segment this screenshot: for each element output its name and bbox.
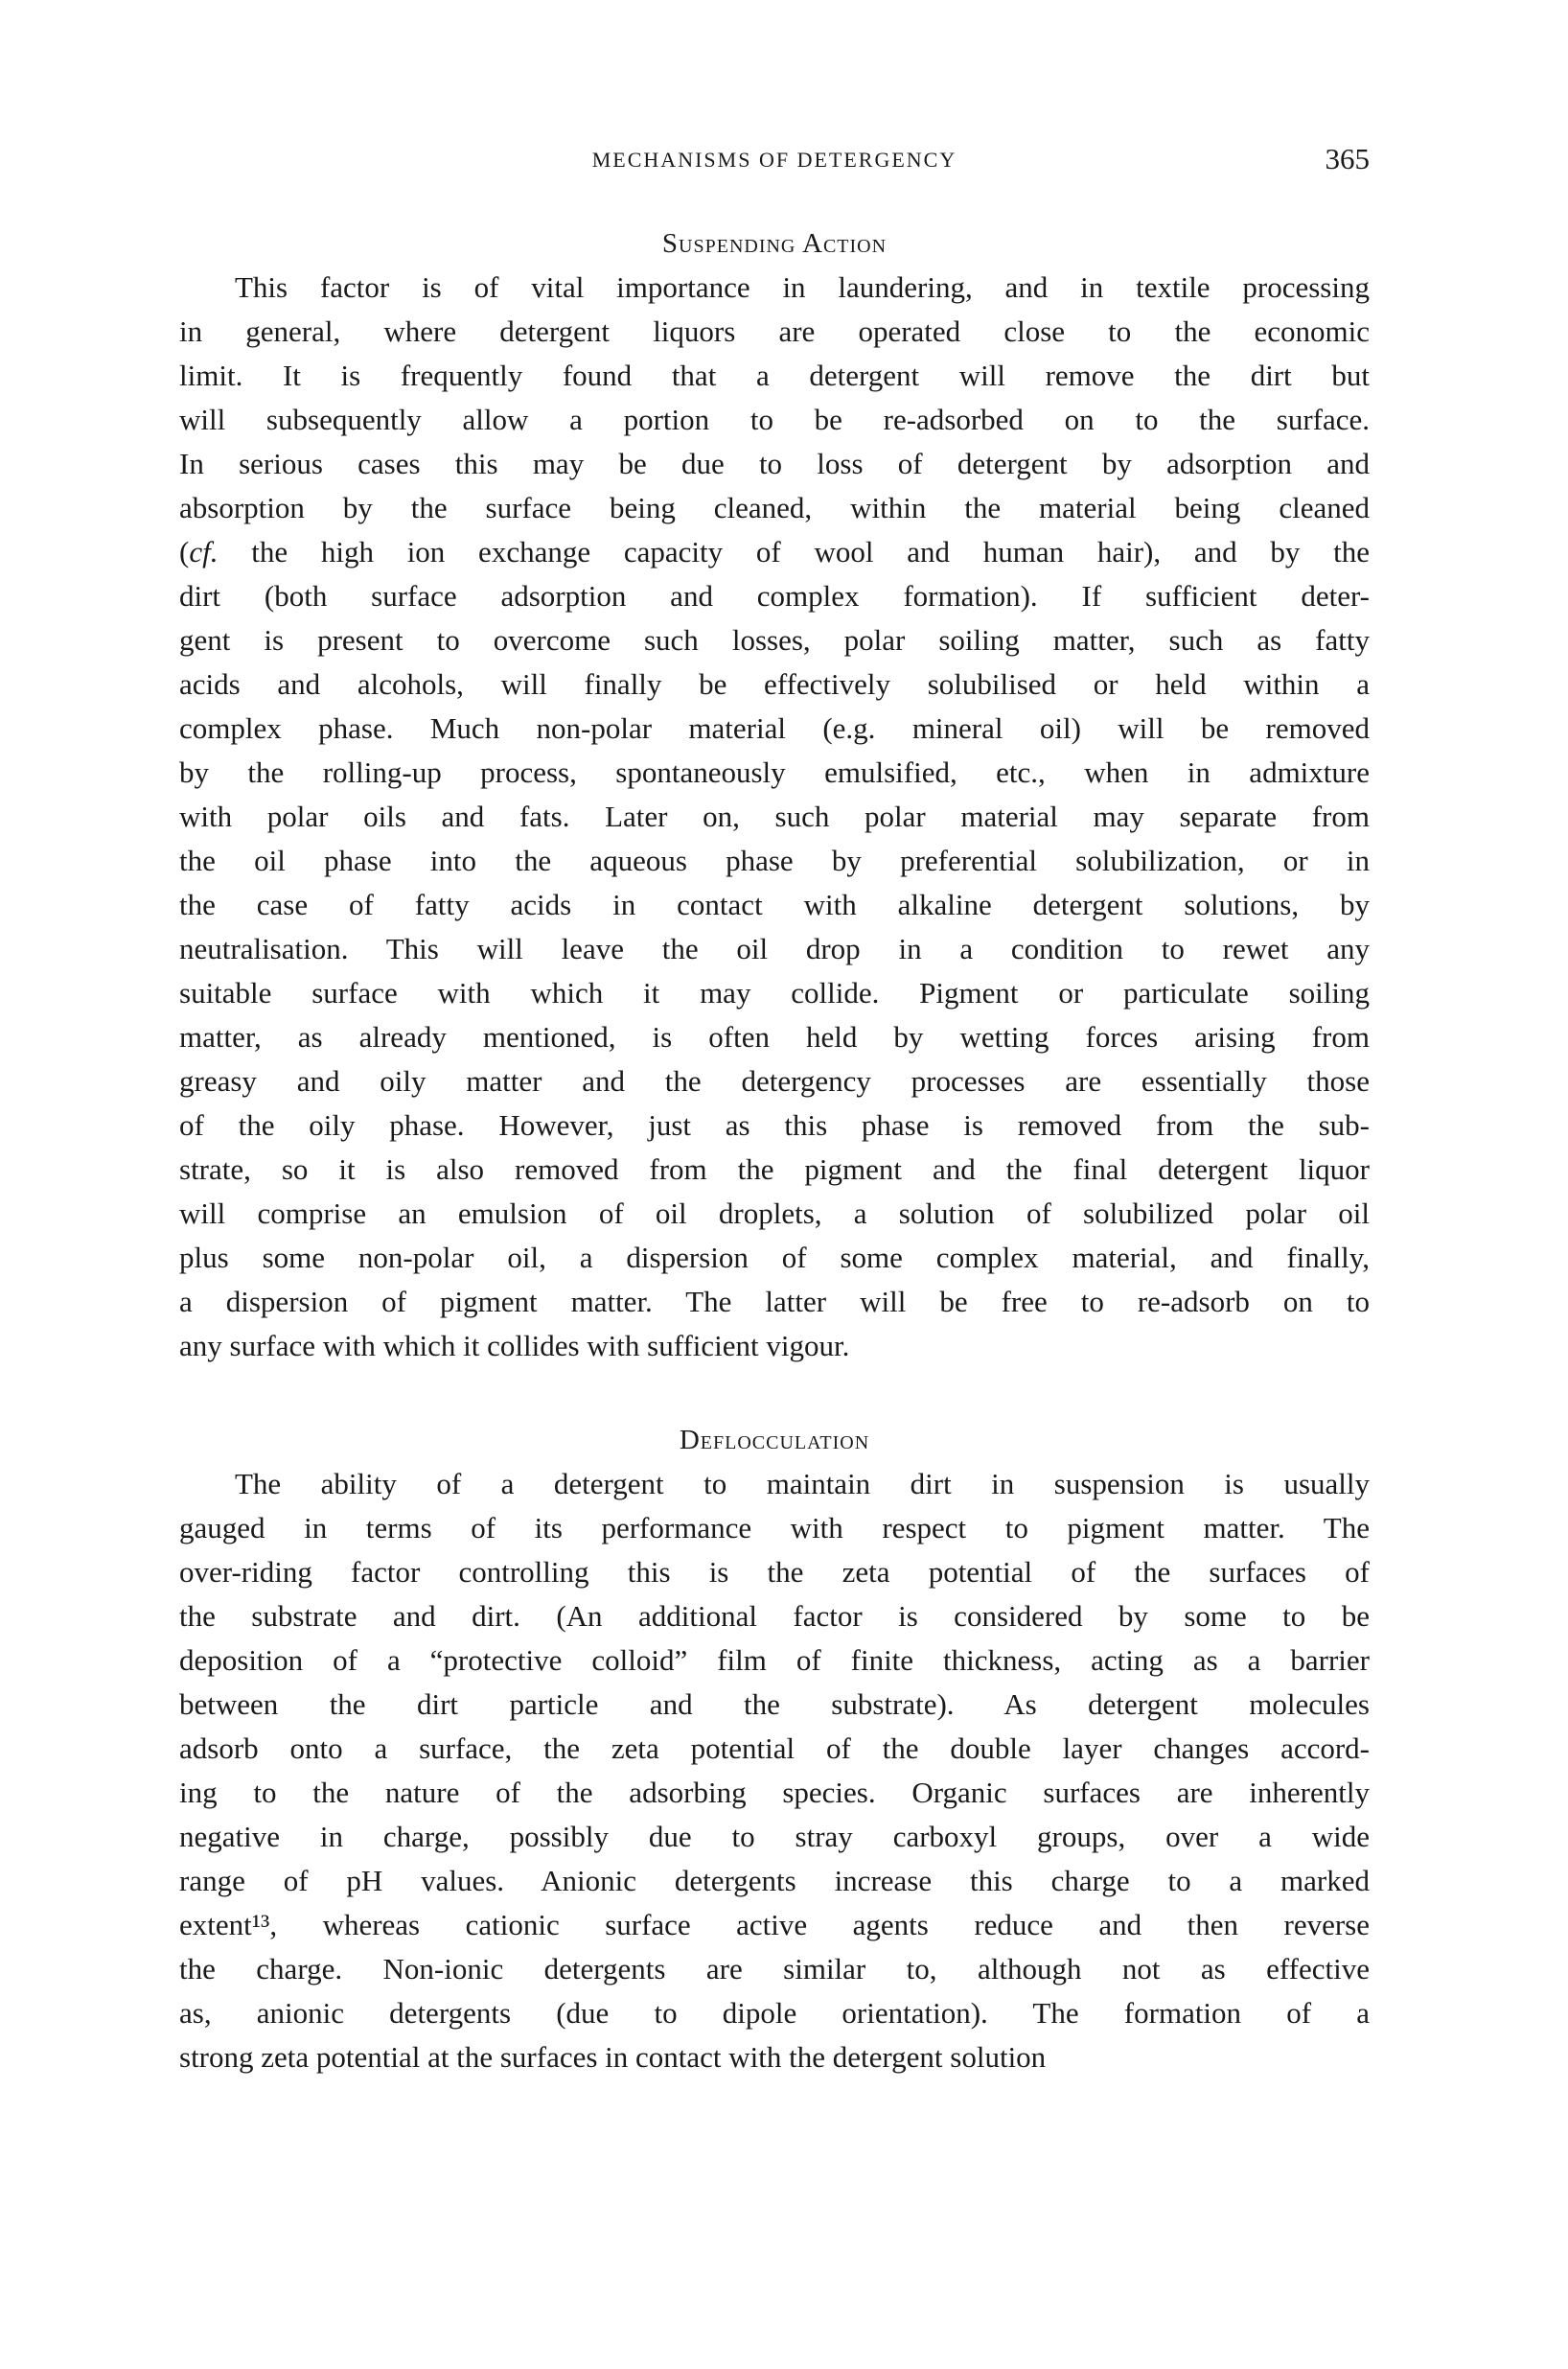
text-line: This factor is of vital importance in laundering, and in textile processing bbox=[235, 270, 1370, 304]
text-line: over-riding factor controlling this is the zeta potential of the surfaces of bbox=[179, 1555, 1370, 1589]
text-line: of the oily phase. However, just as this phase is removed from the sub- bbox=[179, 1108, 1370, 1142]
text-line: complex phase. Much non-polar material (e.g. mineral oil) will be removed bbox=[179, 711, 1370, 745]
section-suspending-action bbox=[179, 221, 1370, 1368]
page-header bbox=[179, 142, 1370, 180]
text-line: limit. It is frequently found that a detergent will remove the dirt but bbox=[179, 359, 1370, 392]
text-line: greasy and oily matter and the detergency processes are essentially those bbox=[179, 1064, 1370, 1098]
text-line: will subsequently allow a portion to be re-adsorbed on to the surface. bbox=[179, 403, 1370, 436]
text-line: gauged in terms of its performance with respect to pigment matter. The bbox=[179, 1511, 1370, 1544]
text-line: extent¹³, whereas cationic surface active agents reduce and then reverse bbox=[179, 1908, 1370, 1941]
text-line: between the dirt particle and the substrate). As detergent molecules bbox=[179, 1687, 1370, 1721]
text-line: The ability of a detergent to maintain dirt in suspension is usually bbox=[235, 1467, 1370, 1500]
text-line: adsorb onto a surface, the zeta potential of the double layer changes accord- bbox=[179, 1731, 1370, 1765]
section-deflocculation bbox=[179, 1418, 1370, 2079]
text-line: absorption by the surface being cleaned, within the material being cleaned bbox=[179, 491, 1370, 524]
text-line: range of pH values. Anionic detergents increase this charge to a marked bbox=[179, 1864, 1370, 1897]
text-line: in general, where detergent liquors are operated close to the economic bbox=[179, 314, 1370, 348]
text-line: gent is present to overcome such losses, polar soiling matter, such as fatty bbox=[179, 623, 1370, 657]
text-line: deposition of a “protective colloid” film of finite thickness, acting as a barrier bbox=[179, 1643, 1370, 1677]
text-line: the charge. Non-ionic detergents are similar to, although not as effective bbox=[179, 1952, 1370, 1986]
text-line: plus some non-polar oil, a dispersion of some complex material, and finally, bbox=[179, 1241, 1370, 1274]
text-line: any surface with which it collides with sufficient vigour. bbox=[179, 1329, 850, 1362]
text-line: with polar oils and fats. Later on, such polar material may separate from bbox=[179, 800, 1370, 833]
text-line: ing to the nature of the adsorbing species. Organic surfaces are inherently bbox=[179, 1776, 1370, 1809]
text-line: strate, so it is also removed from the pigment and the final detergent liquor bbox=[179, 1152, 1370, 1186]
page-number: 365 bbox=[1325, 142, 1370, 175]
running-title: MECHANISMS OF DETERGENCY bbox=[591, 148, 957, 172]
text-line: dirt (both surface adsorption and complex formation). If sufficient deter- bbox=[179, 579, 1370, 613]
text-line: by the rolling-up process, spontaneously emulsified, etc., when in admixture bbox=[179, 755, 1370, 789]
text-line: In serious cases this may be due to loss of detergent by adsorption and bbox=[179, 447, 1370, 480]
text-line: will comprise an emulsion of oil droplets, a solution of solubilized polar oil bbox=[179, 1196, 1370, 1230]
text-line: a dispersion of pigment matter. The latter will be free to re-adsorb on to bbox=[179, 1285, 1370, 1318]
text-line: neutralisation. This will leave the oil drop in a condition to rewet any bbox=[179, 932, 1370, 965]
text-line: the substrate and dirt. (An additional factor is considered by some to be bbox=[179, 1599, 1370, 1633]
text-line: matter, as already mentioned, is often held by wetting forces arising from bbox=[179, 1020, 1370, 1054]
section-heading: Suspending Action bbox=[661, 228, 888, 259]
text-line: negative in charge, possibly due to stray carboxyl groups, over a wide bbox=[179, 1820, 1370, 1853]
text-line: acids and alcohols, will finally be effectively solubilised or held within a bbox=[179, 667, 1370, 701]
text-line: strong zeta potential at the surfaces in contact with the detergent solution bbox=[179, 2040, 1047, 2074]
text-line: suitable surface with which it may collide. Pigment or particulate soiling bbox=[179, 976, 1370, 1010]
text-line: the case of fatty acids in contact with alkaline detergent solutions, by bbox=[179, 888, 1370, 921]
text-line: the oil phase into the aqueous phase by preferential solubilization, or in bbox=[179, 844, 1370, 877]
text-line: as, anionic detergents (due to dipole orientation). The formation of a bbox=[179, 1996, 1370, 2030]
section-heading: Deflocculation bbox=[679, 1425, 870, 1455]
text-line: (cf. the high ion exchange capacity of wool and human hair), and by the bbox=[179, 535, 1370, 569]
